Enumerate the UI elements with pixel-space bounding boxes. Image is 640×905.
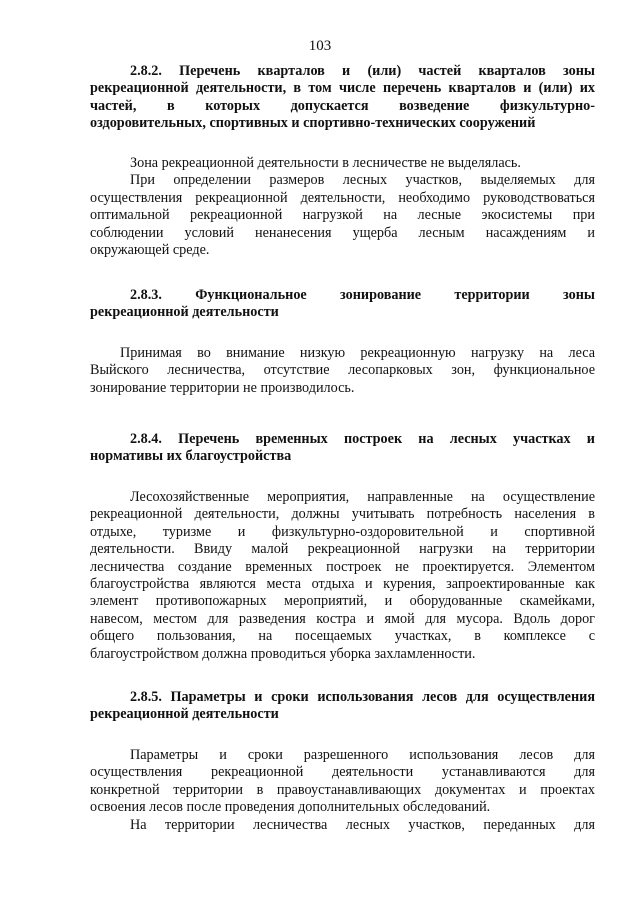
paragraph-line: оптимальной рекреационной нагрузкой на лесные экосистемы при [90,207,595,224]
section-2-8-2-heading [90,63,595,133]
paragraph-line: элемент противопожарных мероприятий, и оборудованные скамейками, [90,593,595,610]
section-2-8-5-heading [90,689,595,724]
paragraph-line: освоения лесов после проведения дополнительных обследований. [90,799,491,816]
paragraph-parameters [90,747,595,834]
page-number: 103 [308,38,332,54]
section-2-8-3-heading [90,287,595,322]
paragraph-zoning [90,345,595,397]
heading-line: частей, в которых допускается возведение физкультурно- [90,97,595,114]
paragraph-line: навесом, местом для разведения костра и ямой для мусора. Вдоль дорог [90,610,595,627]
paragraph-line: общего пользования, на посещаемых участках, в комплексе с [90,628,595,645]
paragraph-line: Принимая во внимание низкую рекреационную нагрузку на леса [120,345,595,361]
heading-line: рекреационной деятельности [90,304,279,321]
paragraph-line: конкретной территории в правоустанавливающих документах и проектах [90,781,595,798]
paragraph-line: соблюдении условий ненанесения ущерба лесным насаждениям и [90,224,595,241]
paragraph-line: благоустройства являются места отдыха и курения, запроектированные как [90,575,595,592]
paragraph-line: Параметры и сроки разрешенного использования лесов для [130,747,595,763]
paragraph-line: отдыхе, туризме и физкультурно-оздоровительной и спортивной [90,523,595,540]
paragraph-line: На территории лесничества лесных участков, переданных для [130,816,595,833]
paragraph-temporary-buildings [90,489,595,663]
paragraph-line: При определении размеров лесных участков, выделяемых для [130,172,595,189]
paragraph-line: благоустройством должна проводиться уборка захламленности. [90,645,476,662]
paragraph-line: лесничества создание временных построек не проектируется. Элементом [90,558,595,575]
heading-line: рекреационной деятельности, в том числе перечень кварталов и (или) их [90,80,595,97]
paragraph-line: осуществления рекреационной деятельности устанавливаются для [90,764,595,781]
paragraph-recreation-zone [90,155,595,259]
heading-line: 2.8.3. Функциональное зонирование территории зоны [130,287,595,303]
paragraph-line: Выйского лесничества, отсутствие лесопарковых зон, функциональное [90,362,595,379]
paragraph-line: рекреационной деятельности, должны учитывать потребность населения в [90,506,595,523]
paragraph-line: деятельности. Ввиду малой рекреационной нагрузки на территории [90,541,595,558]
paragraph-line: окружающей среде. [90,241,210,258]
heading-line: 2.8.4. Перечень временных построек на лесных участках и [130,431,595,447]
heading-line: оздоровительных, спортивных и спортивно-технических сооружений [90,115,536,132]
section-2-8-4-heading [90,431,595,466]
paragraph-line: Зона рекреационной деятельности в лесничестве не выделялась. [130,155,521,171]
heading-line: рекреационной деятельности [90,706,279,723]
heading-line: 2.8.5. Параметры и сроки использования лесов для осуществления [130,689,595,705]
paragraph-line: осуществления рекреационной деятельности, необходимо руководствоваться [90,189,595,206]
heading-line: нормативы их благоустройства [90,448,292,465]
heading-line: 2.8.2. Перечень кварталов и (или) частей кварталов зоны [130,63,595,79]
paragraph-line: зонирование территории не производилось. [90,379,355,396]
paragraph-line: Лесохозяйственные мероприятия, направленные на осуществление [130,489,595,505]
